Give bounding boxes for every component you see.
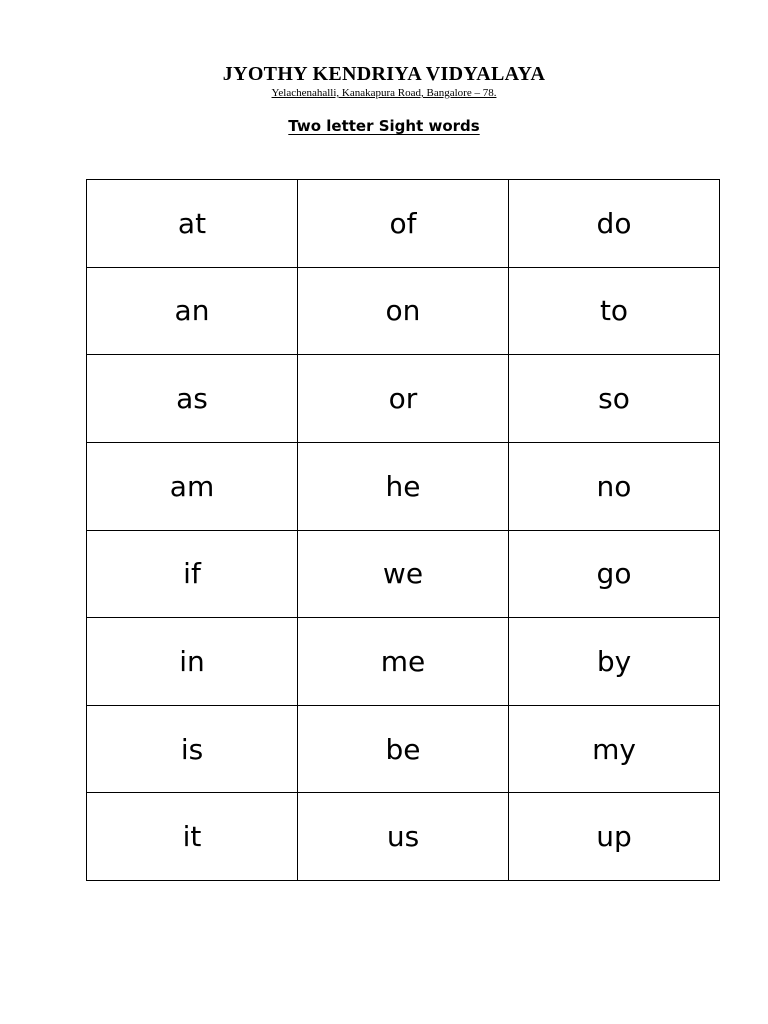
word-cell: at <box>87 180 298 268</box>
word-cell: on <box>298 267 509 355</box>
word-cell: by <box>509 618 720 706</box>
word-cell: am <box>87 442 298 530</box>
table-row <box>87 442 720 530</box>
word-cell: go <box>509 530 720 618</box>
table-row <box>87 355 720 443</box>
word-cell: if <box>87 530 298 618</box>
word-cell: it <box>87 793 298 881</box>
word-cell: is <box>87 705 298 793</box>
word-cell: us <box>298 793 509 881</box>
word-cell: as <box>87 355 298 443</box>
school-name: JYOTHY KENDRIYA VIDYALAYA <box>222 63 546 85</box>
word-cell: my <box>509 705 720 793</box>
word-cell: of <box>298 180 509 268</box>
school-address-text: Yelachenahalli, Kanakapura Road, Bangalore – 78. <box>271 87 497 99</box>
word-cell: me <box>298 618 509 706</box>
table-row <box>87 618 720 706</box>
word-cell: do <box>509 180 720 268</box>
sight-words-table <box>86 179 720 881</box>
table-row <box>87 267 720 355</box>
word-cell: we <box>298 530 509 618</box>
word-cell: be <box>298 705 509 793</box>
table-row <box>87 530 720 618</box>
word-cell: he <box>298 442 509 530</box>
table-row <box>87 180 720 268</box>
worksheet-title-text: Two letter Sight words <box>288 117 480 135</box>
table-row <box>87 793 720 881</box>
word-cell: to <box>509 267 720 355</box>
word-cell: or <box>298 355 509 443</box>
word-cell: an <box>87 267 298 355</box>
word-cell: no <box>509 442 720 530</box>
word-cell: so <box>509 355 720 443</box>
word-cell: up <box>509 793 720 881</box>
word-cell: in <box>87 618 298 706</box>
table-row <box>87 705 720 793</box>
school-address <box>0 87 768 100</box>
worksheet-title <box>0 116 768 136</box>
